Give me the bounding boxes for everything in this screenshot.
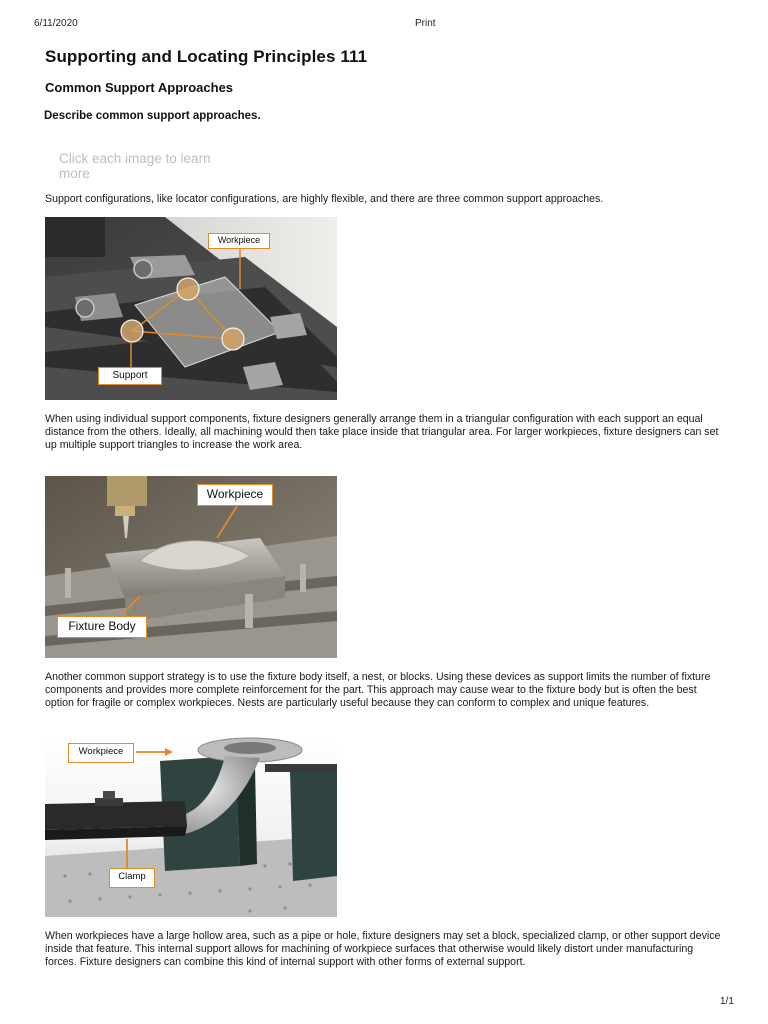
paragraph-triangular-support: When using individual support components, fixture designers generally arrange them in a triangular configuration with each support an equal distance from the others. Ideally, all machining would then take place inside that triangular area. For larger workpieces, fixture designers can set up multiple support triangles to increase the work area. — [45, 413, 719, 451]
figure-internal-clamp[interactable] — [45, 736, 337, 917]
objective-text: Describe common support approaches. — [44, 110, 261, 122]
page-title: Supporting and Locating Principles 111 — [45, 47, 368, 66]
figure-fixture-body[interactable] — [45, 476, 337, 658]
callout-workpiece: Workpiece — [68, 743, 134, 763]
page-number: 1/1 — [720, 996, 734, 1007]
section-heading: Common Support Approaches — [45, 80, 234, 95]
print-date: 6/11/2020 — [34, 18, 78, 29]
internal-clamp-illustration — [45, 736, 337, 917]
callout-clamp: Clamp — [109, 868, 155, 888]
paragraph-intro: Support configurations, like locator configurations, are highly flexible, and there are three common support approaches. — [45, 193, 604, 205]
support-triangle-illustration — [45, 217, 337, 400]
print-title: Print — [415, 18, 436, 29]
callout-workpiece: Workpiece — [197, 484, 273, 506]
click-hint: Click each image to learn more — [59, 151, 211, 181]
figure-support-triangle[interactable] — [45, 217, 337, 400]
callout-workpiece: Workpiece — [208, 233, 270, 249]
paragraph-fixture-body-support: Another common support strategy is to use the fixture body itself, a nest, or blocks. Using these devices as support limits the number of fixture components and provides more complete reinforcement for the part. This approach may cause wear to the fixture body but is often the best option for fragile or complex workpieces. Nests are particularly useful because they can conform to complex and unique features. — [45, 671, 711, 709]
paragraph-internal-support: When workpieces have a large hollow area, such as a pipe or hole, fixture designers may set a block, specialized clamp, or other support device inside that feature. This internal support allows for machining of workpiece surfaces that otherwise would likely distort under manufacturing forces. Fixture designers can combine this kind of internal support with other forms of external support. — [45, 930, 721, 968]
callout-support: Support — [98, 367, 162, 385]
callout-fixture-body: Fixture Body — [57, 616, 147, 638]
